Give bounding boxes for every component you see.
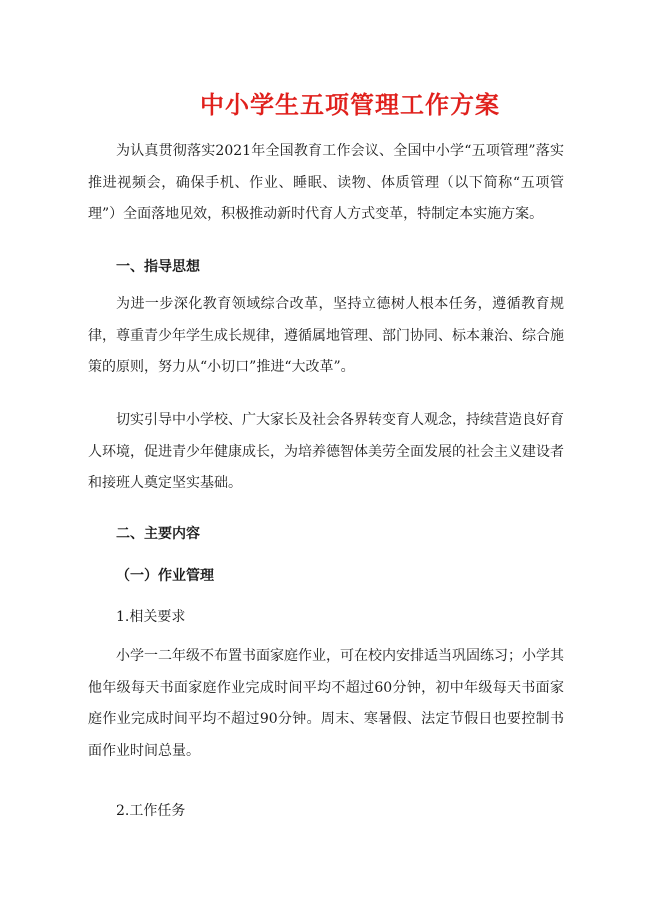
- guiding-ideology-paragraph-1: 为进一步深化教育领域综合改革，坚持立德树人根本任务，遵循教育规律，尊重青少年学生成长规律，遵循属地管理、部门协同、标本兼治、综合施策的原则，努力从“小切口”推进“大改革”。: [88, 296, 564, 375]
- subsection-heading-homework: （一）作业管理: [116, 568, 214, 584]
- item-heading-requirements: 1.相关要求: [116, 609, 186, 625]
- section-heading-guiding-ideology: 一、指导思想: [116, 259, 200, 275]
- document-title: 中小学生五项管理工作方案: [200, 90, 500, 119]
- intro-paragraph: 为认真贯彻落实2021年全国教育工作会议、全国中小学“五项管理”落实推进视频会，确保手机、作业、睡眠、读物、体质管理（以下简称“五项管理”）全面落地见效，积极推动新时代育人方式变革，特制定本实施方案。: [88, 143, 564, 222]
- item-heading-tasks: 2.工作任务: [116, 803, 186, 819]
- requirements-paragraph: 小学一二年级不布置书面家庭作业，可在校内安排适当巩固练习；小学其他年级每天书面家庭作业完成时间平均不超过60分钟，初中年级每天书面家庭作业完成时间平均不超过90分钟。周末、寒暑假、法定节假日也要控制书面作业时间总量。: [88, 648, 564, 759]
- section-heading-main-content: 二、主要内容: [116, 526, 200, 542]
- guiding-ideology-paragraph-2: 切实引导中小学校、广大家长及社会各界转变育人观念，持续营造良好育人环境，促进青少年健康成长，为培养德智体美劳全面发展的社会主义建设者和接班人奠定坚实基础。: [88, 412, 564, 491]
